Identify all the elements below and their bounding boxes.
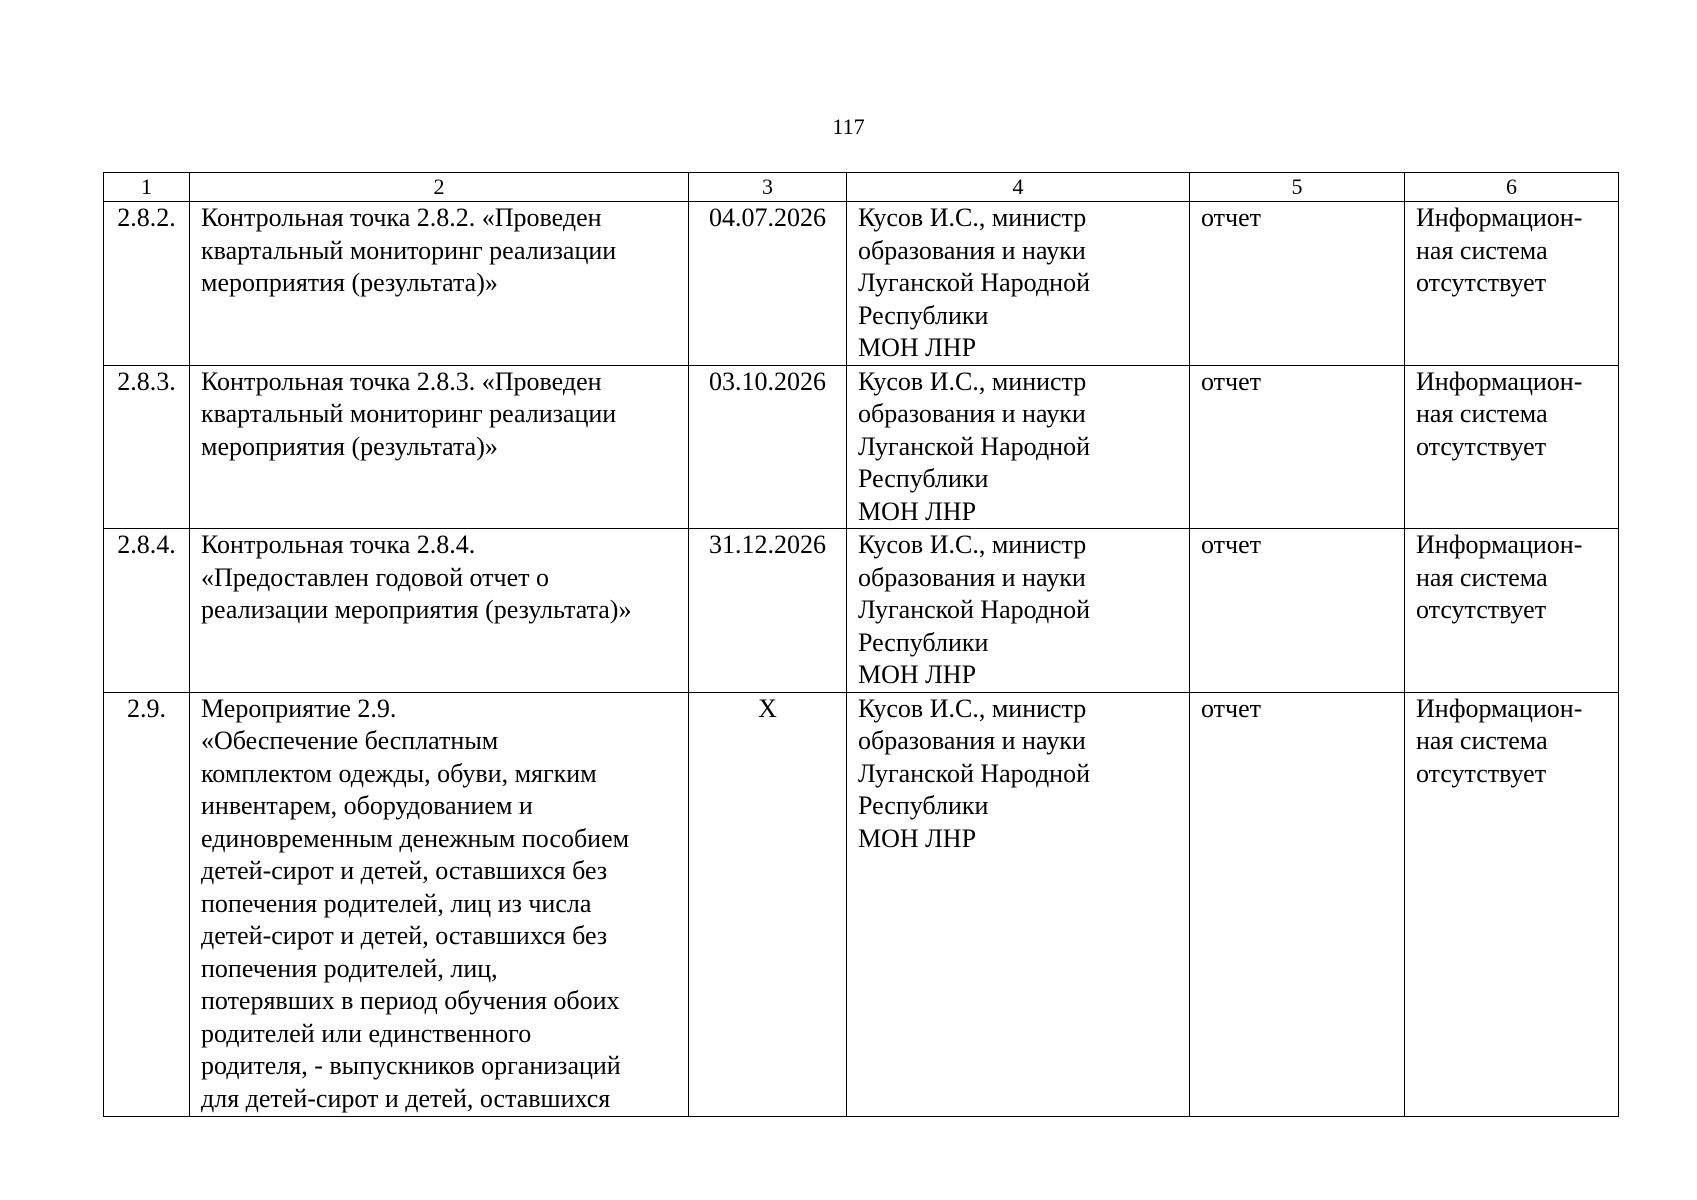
deadline-date: Х xyxy=(689,692,847,1116)
table-row xyxy=(104,202,1619,366)
column-header-5: 5 xyxy=(1190,173,1405,202)
column-header-2: 2 xyxy=(190,173,689,202)
table-row xyxy=(104,529,1619,693)
page-number: 117 xyxy=(832,114,865,139)
row-number: 2.8.4. xyxy=(104,529,190,693)
event-name: Контрольная точка 2.8.4. «Предоставлен годовой отчет о реализации мероприятия (результата)» xyxy=(190,529,689,693)
event-name: Контрольная точка 2.8.3. «Проведен квартальный мониторинг реализации мероприятия (результата)» xyxy=(190,365,689,529)
deadline-date: 31.12.2026 xyxy=(689,529,847,693)
column-header-6: 6 xyxy=(1405,173,1619,202)
information-system: Информацион- ная система отсутствует xyxy=(1405,202,1619,366)
row-number: 2.8.2. xyxy=(104,202,190,366)
deadline-date: 03.10.2026 xyxy=(689,365,847,529)
row-number: 2.9. xyxy=(104,692,190,1116)
document-type: отчет xyxy=(1190,202,1405,366)
plan-table xyxy=(103,172,1619,1117)
information-system: Информацион- ная система отсутствует xyxy=(1405,365,1619,529)
responsible-person: Кусов И.С., министр образования и науки Луганской Народной Республики МОН ЛНР xyxy=(847,529,1190,693)
information-system: Информацион- ная система отсутствует xyxy=(1405,692,1619,1116)
document-type: отчет xyxy=(1190,365,1405,529)
responsible-person: Кусов И.С., министр образования и науки Луганской Народной Республики МОН ЛНР xyxy=(847,365,1190,529)
information-system: Информацион- ная система отсутствует xyxy=(1405,529,1619,693)
responsible-person: Кусов И.С., министр образования и науки Луганской Народной Республики МОН ЛНР xyxy=(847,692,1190,1116)
event-name: Мероприятие 2.9. «Обеспечение бесплатным комплектом одежды, обуви, мягким инвентарем, оборудованием и единовременным денежным пособием детей-сирот и детей, оставшихся без попечения родителей, лиц из числа детей-сирот и детей, оставшихся без попечения родителей, лиц, потерявших в период обучения обоих родителей или единственного родителя, - выпускников организаций для детей-сирот и детей, оставшихся xyxy=(190,692,689,1116)
column-header-1: 1 xyxy=(104,173,190,202)
document-type: отчет xyxy=(1190,529,1405,693)
table-header-row xyxy=(104,173,1619,202)
deadline-date: 04.07.2026 xyxy=(689,202,847,366)
document-type: отчет xyxy=(1190,692,1405,1116)
row-number: 2.8.3. xyxy=(104,365,190,529)
column-header-4: 4 xyxy=(847,173,1190,202)
column-header-3: 3 xyxy=(689,173,847,202)
table-row xyxy=(104,692,1619,1116)
event-name: Контрольная точка 2.8.2. «Проведен квартальный мониторинг реализации мероприятия (результата)» xyxy=(190,202,689,366)
responsible-person: Кусов И.С., министр образования и науки Луганской Народной Республики МОН ЛНР xyxy=(847,202,1190,366)
table-row xyxy=(104,365,1619,529)
